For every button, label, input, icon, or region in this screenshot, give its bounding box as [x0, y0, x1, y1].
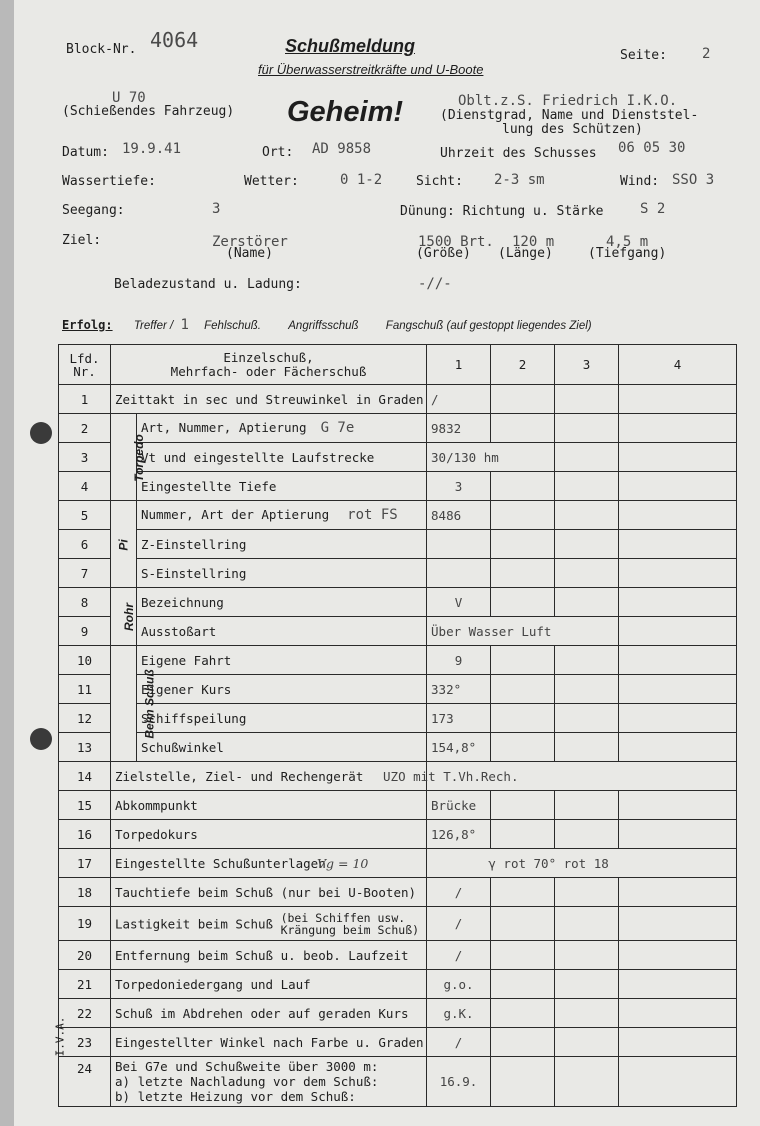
target-name-label: (Name)	[226, 246, 273, 261]
block-number-label: Block-Nr.	[66, 42, 137, 57]
row-note: γ rot 70° rot 18	[488, 855, 609, 871]
row-label-cell	[111, 762, 427, 791]
row-label-note-2: Krängung beim Schuß)	[280, 922, 420, 937]
table-row	[59, 941, 737, 970]
group-rohr-label: Rohr	[122, 603, 136, 631]
row-label: Bezeichnung	[137, 588, 427, 617]
row-number: 11	[59, 675, 111, 704]
row-number: 14	[59, 762, 111, 791]
loading-value: -//-	[418, 276, 452, 292]
row-number: 9	[59, 617, 111, 646]
wind-label: Wind:	[620, 174, 660, 189]
col-shot-type-header	[111, 345, 427, 385]
row-value-cell	[383, 762, 737, 791]
table-row	[59, 970, 737, 999]
row-label-line-b: b) letzte Heizung vor dem Schuß:	[115, 1089, 356, 1104]
punch-hole	[30, 422, 52, 444]
firing-report-table	[58, 344, 737, 1107]
col-1-header: 1	[427, 345, 491, 385]
row-label: Eigene Fahrt	[137, 646, 427, 675]
row-value: Vg = 10	[317, 855, 369, 871]
page-value: 2	[702, 46, 711, 62]
row-value: Brücke	[427, 791, 491, 820]
row-value: 30/130 hm	[427, 443, 555, 472]
group-beim-schuss-label: Beim Schuß	[142, 669, 157, 739]
row-value: 332°	[427, 675, 491, 704]
officer-label-2: lung des Schützen)	[502, 122, 643, 137]
page-label: Seite:	[620, 48, 667, 63]
row-number: 24	[59, 1057, 111, 1107]
table-row	[59, 704, 737, 733]
row-value: 9	[427, 646, 491, 675]
row-label: Entfernung beim Schuß u. beob. Laufzeit	[111, 941, 427, 970]
row-number: 20	[59, 941, 111, 970]
table-row	[59, 999, 737, 1028]
target-draught-label: (Tiefgang)	[588, 246, 667, 261]
swell-label: Dünung: Richtung u. Stärke	[400, 204, 604, 219]
row-label: Zielstelle, Ziel- und Rechengerät	[115, 768, 364, 784]
vessel-value: U 70	[112, 90, 146, 106]
row-label: Eingestellte Schußunterlagen	[115, 855, 326, 871]
target-length-label: (Länge)	[498, 246, 553, 261]
row-value: Über Wasser Luft	[427, 617, 619, 646]
row-value: 173	[427, 704, 491, 733]
row-value: V	[427, 588, 491, 617]
row-number: 12	[59, 704, 111, 733]
result-attack-label: Angriffsschuß	[288, 320, 359, 332]
group-torpedo-label: Torpedo	[131, 433, 146, 482]
row-value: /	[427, 385, 491, 414]
time-value: 06 05 30	[618, 140, 686, 156]
row-label: Schußwinkel	[137, 733, 427, 762]
row-value: UZO mit T.Vh.Rech.	[383, 768, 519, 784]
table-row	[59, 501, 737, 530]
row-label-cell	[137, 414, 427, 443]
row-value-cell	[317, 849, 737, 878]
row-number: 21	[59, 970, 111, 999]
row-label: Eingestellte Tiefe	[137, 472, 427, 501]
row-label: Lastigkeit beim Schuß	[115, 916, 274, 931]
row-number: 1	[59, 385, 111, 414]
date-label: Datum:	[62, 145, 109, 160]
swell-value: S 2	[640, 201, 666, 217]
officer-label-1: (Dienstgrad, Name und Dienststel-	[440, 108, 699, 123]
row-label-line-a: a) letzte Nachladung vor dem Schuß:	[115, 1074, 379, 1089]
row-number: 10	[59, 646, 111, 675]
row-value: /	[427, 941, 491, 970]
row-value: /	[427, 878, 491, 907]
result-miss-label: Fehlschuß.	[204, 320, 262, 332]
row-value: 154,8°	[427, 733, 491, 762]
table-row	[59, 849, 737, 878]
group-rohr	[111, 588, 137, 646]
row-label-note	[281, 912, 419, 936]
row-label: Nummer, Art der Aptierung	[141, 507, 330, 522]
table-row	[59, 878, 737, 907]
row-number: 18	[59, 878, 111, 907]
row-number: 2	[59, 414, 111, 443]
row-number: 6	[59, 530, 111, 559]
target-draught-value: 4,5 m	[606, 234, 649, 250]
table-row	[59, 675, 737, 704]
table-row	[59, 907, 737, 941]
result-label: Erfolg:	[62, 318, 113, 332]
weather-label: Wetter:	[244, 174, 299, 189]
target-size-label: (Größe)	[416, 246, 471, 261]
loading-label: Beladezustand u. Ladung:	[114, 277, 302, 292]
row-number: 22	[59, 999, 111, 1028]
table-row	[59, 646, 737, 675]
row-number: 4	[59, 472, 111, 501]
row-value	[427, 559, 491, 588]
row-label-cell	[111, 849, 427, 878]
row-number: 7	[59, 559, 111, 588]
col-lfd-header: Lfd. Nr.	[59, 345, 111, 385]
col-shot-type-line1: Einzelschuß,	[223, 349, 314, 365]
row-number: 15	[59, 791, 111, 820]
location-label: Ort:	[262, 145, 294, 160]
wind-value: SSO 3	[672, 172, 715, 188]
weather-value: 0 1-2	[340, 172, 383, 188]
table-row	[59, 385, 737, 414]
row-label-note-1: (bei Schiffen usw.	[280, 910, 406, 925]
row-value: 3	[427, 472, 491, 501]
row-label: Abkommpunkt	[111, 791, 427, 820]
row-label: Torpedoniedergang und Lauf	[111, 970, 427, 999]
date-value: 19.9.41	[122, 141, 182, 157]
result-hits-label: Treffer /	[133, 320, 174, 332]
punch-hole	[30, 728, 52, 750]
table-row	[59, 530, 737, 559]
row-label: Tauchtiefe beim Schuß (nur bei U-Booten)	[111, 878, 427, 907]
table-row	[59, 791, 737, 820]
row-number: 23	[59, 1028, 111, 1057]
row-label-cell	[111, 907, 427, 941]
row-label: Art, Nummer, Aptierung	[141, 420, 307, 435]
table-row	[59, 762, 737, 791]
col-2-header: 2	[491, 345, 555, 385]
form-title: Schußmeldung	[285, 36, 415, 56]
table-row	[59, 588, 737, 617]
row-label: Bei G7e und Schußweite über 3000 m:	[115, 1059, 379, 1074]
target-size-value: 1500 Brt.	[418, 234, 494, 250]
row-value: 126,8°	[427, 820, 491, 849]
row-label: Schiffspeilung	[137, 704, 427, 733]
row-number: 13	[59, 733, 111, 762]
row-note: rot FS	[347, 507, 398, 523]
group-beim-schuss	[111, 646, 157, 762]
visibility-label: Sicht:	[416, 174, 463, 189]
table-row	[59, 472, 737, 501]
row-value	[427, 530, 491, 559]
target-length-value: 120 m	[512, 234, 555, 250]
row-value: 8486	[427, 501, 491, 530]
form-subtitle: für Überwasserstreitkräfte und U-Boote	[258, 62, 484, 77]
group-torpedo	[111, 414, 146, 501]
col-3-header: 3	[555, 345, 619, 385]
row-label: Ausstoßart	[137, 617, 427, 646]
location-value: AD 9858	[312, 141, 372, 157]
row-number: 3	[59, 443, 111, 472]
row-number: 16	[59, 820, 111, 849]
row-value: g.K.	[427, 999, 491, 1028]
table-header-row	[59, 345, 737, 385]
row-note: G 7e	[320, 420, 355, 436]
block-number-value: 4064	[150, 28, 199, 52]
target-label: Ziel:	[62, 233, 102, 248]
group-pi-label: Pi	[116, 538, 131, 551]
row-value: 9832	[427, 414, 491, 443]
secret-stamp: Geheim!	[287, 96, 404, 128]
target-name-value: Zerstörer	[212, 234, 288, 250]
water-depth-label: Wassertiefe:	[62, 174, 156, 189]
table-row	[59, 1028, 737, 1057]
row-value: /	[427, 1028, 491, 1057]
row-number: 17	[59, 849, 111, 878]
group-pi	[111, 501, 137, 588]
row-number: 8	[59, 588, 111, 617]
col-shot-type-line2: Mehrfach- oder Fächerschuß	[170, 363, 367, 379]
row-value: 16.9.	[427, 1057, 491, 1107]
row-value: /	[427, 907, 491, 941]
row-label-cell	[137, 501, 427, 530]
table-row	[59, 617, 737, 646]
row-label: Schuß im Abdrehen oder auf geraden Kurs	[111, 999, 427, 1028]
time-label: Uhrzeit des Schusses	[440, 146, 597, 161]
row-label: Z-Einstellring	[137, 530, 427, 559]
row-label: Vt und eingestellte Laufstrecke	[137, 443, 427, 472]
row-number: 5	[59, 501, 111, 530]
row-label: Eigener Kurs	[137, 675, 427, 704]
row-label: Eingestellter Winkel nach Farbe u. Graden	[111, 1028, 427, 1057]
side-note: I.V.A.	[53, 1016, 67, 1057]
table-row	[59, 443, 737, 472]
result-catch-label: Fangschuß (auf gestoppt liegendes Ziel)	[385, 320, 592, 332]
result-line	[62, 317, 592, 333]
officer-value: Oblt.z.S. Friedrich I.K.O.	[458, 93, 678, 109]
table-row	[59, 414, 737, 443]
table-row	[59, 1057, 737, 1107]
col-4-header: 4	[619, 345, 737, 385]
row-label: S-Einstellring	[137, 559, 427, 588]
row-label: Torpedokurs	[111, 820, 427, 849]
result-hits-value: 1	[180, 317, 189, 333]
vessel-label: (Schießendes Fahrzeug)	[62, 104, 235, 119]
row-number: 19	[59, 907, 111, 941]
row-label: Zeittakt in sec und Streuwinkel in Graden	[111, 385, 427, 414]
sea-state-label: Seegang:	[62, 203, 125, 218]
table-row	[59, 733, 737, 762]
row-value: g.o.	[427, 970, 491, 999]
sea-state-value: 3	[212, 201, 221, 217]
table-row	[59, 559, 737, 588]
table-row	[59, 820, 737, 849]
row-label-cell	[111, 1057, 427, 1107]
visibility-value: 2-3 sm	[494, 172, 545, 188]
